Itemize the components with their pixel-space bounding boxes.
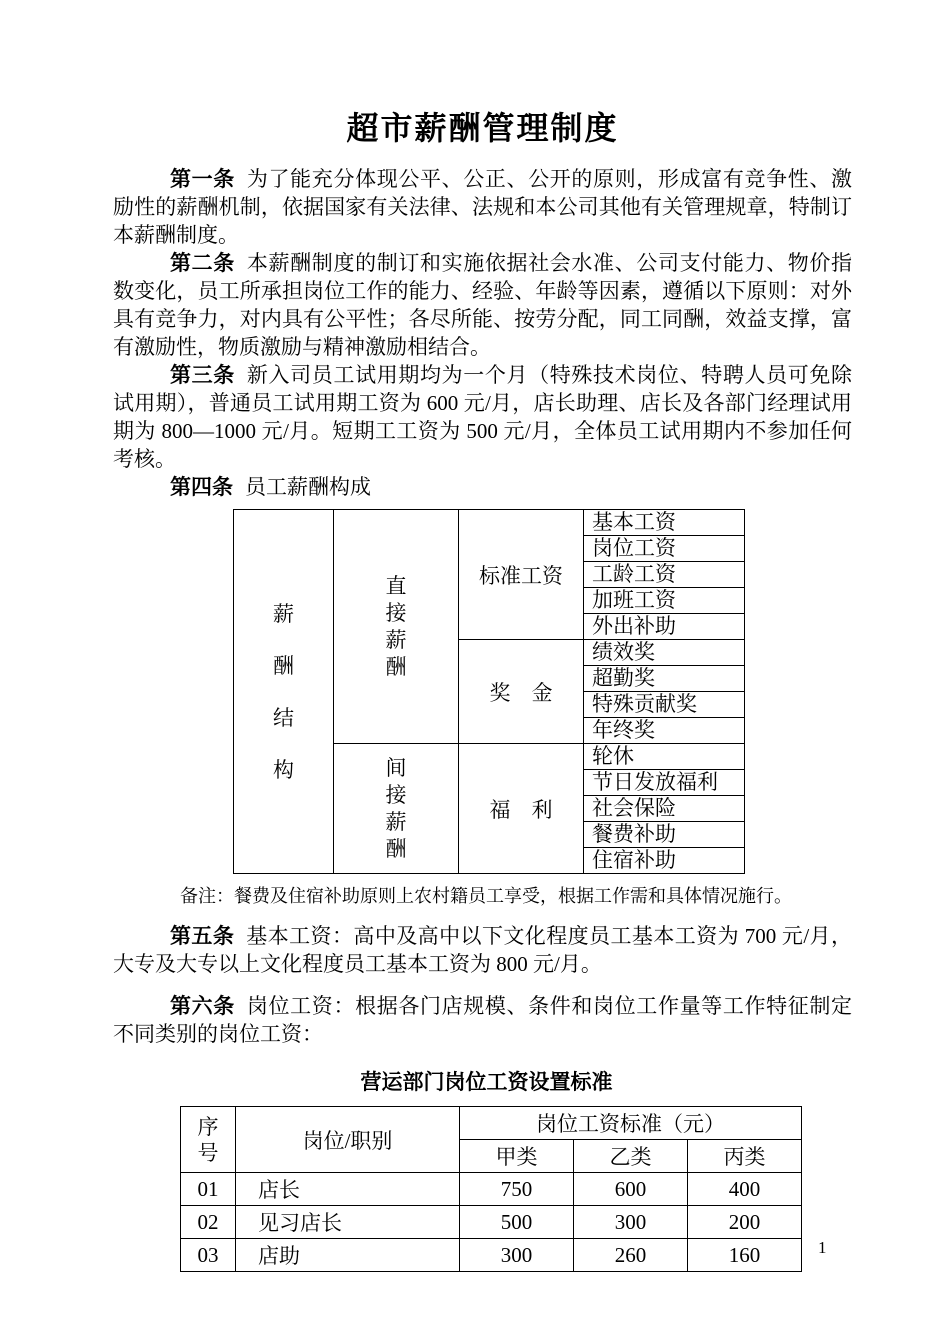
row-position: 店长: [236, 1173, 460, 1206]
article-5-label: 第五条: [170, 924, 235, 948]
row-value: 300: [574, 1206, 688, 1239]
article-4-text: 员工薪酬构成: [245, 475, 371, 499]
group-direct-cell: [334, 510, 459, 744]
header-category-b: 乙类: [574, 1140, 688, 1173]
header-wage-standard-label: 岗位工资标准（元）: [460, 1107, 802, 1140]
article-3-text: 新入司员工试用期均为一个月（特殊技术岗位、特聘人员可免除试用期），普通员工试用期工资为 600 元/月，店长助理、店长及各部门经理试用期为 800—1000 元/月。短期工工资为 500 元/月，全体员工试用期内不参加任何考核。: [113, 363, 853, 471]
structure-item: 特殊贡献奖: [584, 692, 745, 718]
row-value: 400: [688, 1173, 802, 1206]
table-row: [234, 510, 745, 536]
document-title: 超市薪酬管理制度: [346, 110, 619, 146]
table-row: [181, 1206, 802, 1239]
row-value: 750: [460, 1173, 574, 1206]
article-4-label: 第四条: [170, 475, 233, 499]
structure-item: 绩效奖: [584, 640, 745, 666]
row-position: 店助: [236, 1239, 460, 1272]
row-no: 02: [181, 1206, 236, 1239]
row-value: 160: [688, 1239, 802, 1272]
article-3-paragraph: [113, 361, 852, 473]
group-indirect-cell: [334, 744, 459, 874]
row-value: 300: [460, 1239, 574, 1272]
structure-item: 外出补助: [584, 614, 745, 640]
subgroup-bonus-label: 奖 金: [459, 640, 584, 744]
group-indirect-label: 间接薪酬: [385, 755, 407, 861]
structure-item: 工龄工资: [584, 562, 745, 588]
table-row: [181, 1173, 802, 1206]
table-note: 备注：餐费及住宿补助原则上农村籍员工享受，根据工作需和具体情况施行。: [180, 886, 792, 906]
structure-item: 超勤奖: [584, 666, 745, 692]
header-no-cell: [181, 1107, 236, 1173]
row-no: 01: [181, 1173, 236, 1206]
subgroup-standard-wage-label: 标准工资: [459, 510, 584, 640]
article-2-text: 本薪酬制度的制订和实施依据社会水准、公司支付能力、物价指数变化，员工所承担岗位工作的能力、经验、年龄等因素，遵循以下原则：对外具有竞争力，对内具有公平性；各尽所能、按劳分配，同工同酬，效益支撑，富有激励性，物质激励与精神激励相结合。: [113, 251, 853, 359]
row-value: 500: [460, 1206, 574, 1239]
structure-item: 住宿补助: [584, 848, 745, 874]
structure-item: 餐费补助: [584, 822, 745, 848]
structure-root-cell: [234, 510, 334, 874]
header-category-a: 甲类: [460, 1140, 574, 1173]
header-no-label: 序号: [197, 1114, 219, 1165]
structure-item: 基本工资: [584, 510, 745, 536]
header-category-c: 丙类: [688, 1140, 802, 1173]
subgroup-welfare-label: 福 利: [459, 744, 584, 874]
table-row: [181, 1239, 802, 1272]
article-5-text: 基本工资：高中及高中以下文化程度员工基本工资为 700 元/月，大专及大专以上文化程度员工基本工资为 800 元/月。: [113, 924, 852, 976]
structure-item: 社会保险: [584, 796, 745, 822]
row-no: 03: [181, 1239, 236, 1272]
article-6-label: 第六条: [170, 994, 235, 1018]
article-2-paragraph: [113, 249, 852, 361]
position-wage-table: [180, 1106, 802, 1272]
row-value: 600: [574, 1173, 688, 1206]
table-header-row: [181, 1107, 802, 1140]
group-direct-label: 直接薪酬: [385, 573, 407, 679]
article-5-paragraph: [113, 922, 852, 978]
structure-root-label: 薪酬结构: [273, 601, 294, 782]
article-1-paragraph: [113, 165, 852, 249]
row-position: 见习店长: [236, 1206, 460, 1239]
article-3-label: 第三条: [170, 363, 235, 387]
article-4-paragraph: [113, 473, 852, 501]
row-value: 200: [688, 1206, 802, 1239]
structure-item: 轮休: [584, 744, 745, 770]
structure-item: 加班工资: [584, 588, 745, 614]
structure-item: 节日发放福利: [584, 770, 745, 796]
article-6-text: 岗位工资：根据各门店规模、条件和岗位工作量等工作特征制定不同类别的岗位工资：: [113, 994, 853, 1046]
header-position-label: 岗位/职别: [236, 1107, 460, 1173]
page-number: 1: [818, 1238, 827, 1257]
wage-table-caption: 营运部门岗位工资设置标准: [360, 1070, 613, 1094]
article-1-label: 第一条: [170, 167, 235, 191]
salary-structure-table: [233, 509, 745, 874]
row-value: 260: [574, 1239, 688, 1272]
structure-item: 年终奖: [584, 718, 745, 744]
article-2-label: 第二条: [170, 251, 235, 275]
structure-item: 岗位工资: [584, 536, 745, 562]
article-1-text: 为了能充分体现公平、公正、公开的原则，形成富有竞争性、激励性的薪酬机制，依据国家有关法律、法规和本公司其他有关管理规章，特制订本薪酬制度。: [113, 167, 853, 247]
article-6-paragraph: [113, 992, 852, 1048]
